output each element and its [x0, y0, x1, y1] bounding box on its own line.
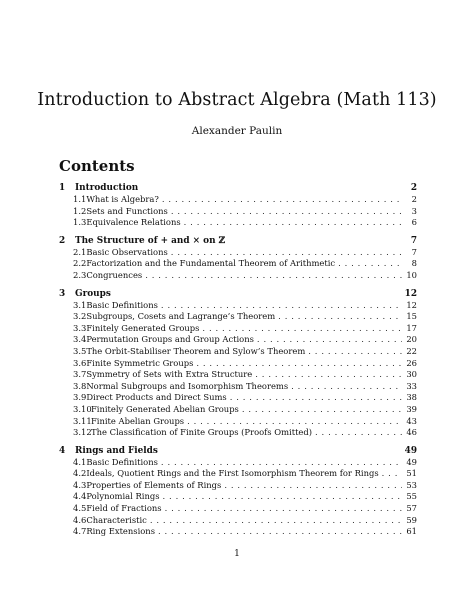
- dot-leader: [257, 334, 402, 346]
- chapter-page: 49: [404, 445, 417, 456]
- toc-section-entry[interactable]: [59, 194, 417, 206]
- section-page: 3: [411, 205, 417, 216]
- dot-leader: [161, 457, 402, 469]
- section-page: 43: [406, 415, 417, 426]
- toc-section-entry[interactable]: [59, 468, 417, 480]
- section-page: 39: [406, 403, 417, 414]
- dot-leader: [308, 346, 402, 358]
- toc-chapter-entry[interactable]: [59, 235, 417, 247]
- dot-leader: [187, 416, 402, 428]
- section-page: 17: [406, 322, 417, 333]
- section-page: 55: [406, 491, 417, 502]
- toc-section-entry[interactable]: [59, 334, 417, 346]
- toc-section-entry[interactable]: [59, 480, 417, 492]
- toc-section-entry[interactable]: [59, 247, 417, 259]
- toc-section-entry[interactable]: [59, 258, 417, 270]
- section-page: 59: [406, 514, 417, 525]
- toc-chapter-entry[interactable]: [59, 288, 417, 300]
- section-title: Congruences: [86, 269, 143, 280]
- toc-section-entry[interactable]: [59, 491, 417, 503]
- section-page: 2: [411, 194, 417, 204]
- chapter-title: Groups: [75, 288, 111, 299]
- section-title: Polynomial Rings: [86, 491, 160, 502]
- section-number: 4.2: [73, 468, 87, 479]
- section-number: 3.4: [73, 334, 87, 345]
- section-page: 20: [406, 334, 417, 345]
- section-number: 3.7: [73, 369, 87, 380]
- dot-leader: [242, 404, 402, 416]
- section-page: 6: [411, 217, 417, 228]
- section-page: 53: [406, 479, 417, 490]
- section-number: 4.3: [73, 479, 87, 490]
- table-of-contents: [59, 182, 417, 544]
- dot-leader: [171, 247, 402, 259]
- dot-leader: [165, 503, 402, 515]
- dot-leader: [278, 311, 402, 323]
- section-number: 3.3: [73, 322, 87, 333]
- section-title: Finitely Generated Abelian Groups: [91, 403, 239, 414]
- section-title: Ideals, Quotient Rings and the First Isomorphism Theorem for Rings: [86, 468, 379, 479]
- toc-section-entry[interactable]: [59, 416, 417, 428]
- dot-leader: [338, 258, 402, 270]
- section-number: 3.8: [73, 380, 87, 391]
- section-title: The Orbit-Stabiliser Theorem and Sylow’s Theorem: [86, 345, 306, 356]
- section-page: 61: [406, 526, 417, 537]
- section-number: 4.4: [73, 491, 87, 502]
- section-number: 3.2: [73, 311, 87, 322]
- section-page: 30: [406, 369, 417, 380]
- page-number: 1: [234, 549, 240, 559]
- dot-leader: [196, 358, 402, 370]
- section-title: Ring Extensions: [86, 526, 155, 537]
- chapter-number: 2: [59, 235, 66, 246]
- section-title: Sets and Functions: [86, 205, 168, 216]
- section-title: Subgroups, Cosets and Lagrange’s Theorem: [86, 311, 276, 322]
- section-title: Basic Definitions: [86, 456, 158, 467]
- section-title: The Classification of Finite Groups (Proofs Omitted): [91, 427, 313, 438]
- chapter-title: Rings and Fields: [75, 445, 158, 456]
- toc-section-entry[interactable]: [59, 526, 417, 538]
- section-number: 4.1: [73, 456, 87, 467]
- toc-section-entry[interactable]: [59, 206, 417, 218]
- dot-leader: [382, 468, 402, 480]
- section-page: 15: [406, 311, 417, 322]
- toc-section-entry[interactable]: [59, 503, 417, 515]
- section-number: 1.2: [73, 205, 87, 216]
- toc-section-entry[interactable]: [59, 300, 417, 312]
- toc-section-entry[interactable]: [59, 392, 417, 404]
- document-title: Introduction to Abstract Algebra (Math 113): [37, 90, 437, 110]
- toc-section-entry[interactable]: [59, 381, 417, 393]
- section-number: 2.1: [73, 246, 87, 257]
- dot-leader: [162, 194, 402, 206]
- section-title: Field of Fractions: [86, 503, 162, 514]
- section-page: 10: [406, 269, 417, 280]
- section-number: 3.5: [73, 345, 87, 356]
- section-number: 1.3: [73, 217, 87, 228]
- section-page: 57: [406, 503, 417, 514]
- section-page: 22: [406, 345, 417, 356]
- toc-chapter: [59, 445, 417, 538]
- dot-leader: [202, 323, 402, 335]
- dot-leader: [224, 480, 402, 492]
- toc-section-entry[interactable]: [59, 311, 417, 323]
- section-page: 38: [406, 392, 417, 403]
- section-title: Finite Abelian Groups: [91, 415, 185, 426]
- dot-leader: [150, 515, 402, 527]
- toc-section-entry[interactable]: [59, 270, 417, 282]
- section-number: 4.5: [73, 503, 87, 514]
- chapter-title: Introduction: [75, 183, 139, 193]
- section-title: Finite Symmetric Groups: [86, 357, 194, 368]
- toc-section-entry[interactable]: [59, 358, 417, 370]
- section-number: 3.10: [73, 403, 92, 414]
- section-number: 3.9: [73, 392, 87, 403]
- document-author: Alexander Paulin: [191, 125, 283, 137]
- toc-section-entry[interactable]: [59, 369, 417, 381]
- section-title: Equivalence Relations: [86, 217, 181, 228]
- section-page: 33: [406, 380, 417, 391]
- chapter-page: 2: [410, 183, 417, 193]
- section-page: 7: [411, 246, 417, 257]
- dot-leader: [291, 381, 402, 393]
- chapter-number: 1: [59, 183, 66, 193]
- section-title: Direct Products and Direct Sums: [86, 392, 227, 403]
- section-title: Normal Subgroups and Isomorphism Theorems: [86, 380, 289, 391]
- section-title: Symmetry of Sets with Extra Structure: [86, 369, 253, 380]
- section-number: 2.3: [73, 269, 87, 280]
- section-number: 4.7: [73, 526, 87, 537]
- section-title: Finitely Generated Groups: [86, 322, 200, 333]
- toc-section-entry[interactable]: [59, 346, 417, 358]
- chapter-page: 7: [410, 235, 417, 246]
- section-title: Basic Observations: [86, 246, 168, 257]
- section-number: 2.2: [73, 258, 87, 269]
- toc-chapter-entry[interactable]: [59, 445, 417, 457]
- section-page: 26: [406, 357, 417, 368]
- section-number: 3.11: [73, 415, 92, 426]
- toc-chapter: [59, 235, 417, 282]
- toc-chapter-entry[interactable]: [59, 182, 417, 194]
- chapter-page: 12: [404, 288, 417, 299]
- section-number: 3.1: [73, 299, 87, 310]
- chapter-number: 4: [59, 445, 66, 456]
- section-page: 8: [411, 258, 417, 269]
- toc-section-entry[interactable]: [59, 427, 417, 439]
- section-page: 51: [406, 468, 417, 479]
- toc-section-entry[interactable]: [59, 217, 417, 229]
- section-number: 3.6: [73, 357, 87, 368]
- contents-heading: Contents: [59, 157, 135, 175]
- section-title: Factorization and the Fundamental Theorem of Arithmetic: [86, 258, 336, 269]
- section-number: 4.6: [73, 514, 87, 525]
- toc-chapter: [59, 288, 417, 439]
- toc-section-entry[interactable]: [59, 515, 417, 527]
- dot-leader: [230, 392, 402, 404]
- dot-leader: [163, 491, 402, 503]
- section-page: 12: [406, 299, 417, 310]
- section-page: 49: [406, 456, 417, 467]
- section-title: Permutation Groups and Group Actions: [86, 334, 254, 345]
- dot-leader: [145, 270, 402, 282]
- toc-section-entry[interactable]: [59, 457, 417, 469]
- section-page: 46: [406, 427, 417, 438]
- section-title: Characteristic: [86, 514, 147, 525]
- chapter-title: The Structure of + and × on ℤ: [75, 235, 226, 246]
- dot-leader: [161, 300, 402, 312]
- section-title: Properties of Elements of Rings: [86, 479, 222, 490]
- dot-leader: [184, 217, 402, 229]
- section-title: Basic Definitions: [86, 299, 158, 310]
- section-number: 1.1: [73, 194, 87, 204]
- chapter-number: 3: [59, 288, 66, 299]
- section-title: What is Algebra?: [86, 194, 159, 204]
- dot-leader: [315, 427, 402, 439]
- dot-leader: [171, 206, 402, 218]
- dot-leader: [255, 369, 402, 381]
- toc-chapter: [59, 182, 417, 229]
- toc-section-entry[interactable]: [59, 404, 417, 416]
- section-number: 3.12: [73, 427, 92, 438]
- dot-leader: [158, 526, 402, 538]
- toc-section-entry[interactable]: [59, 323, 417, 335]
